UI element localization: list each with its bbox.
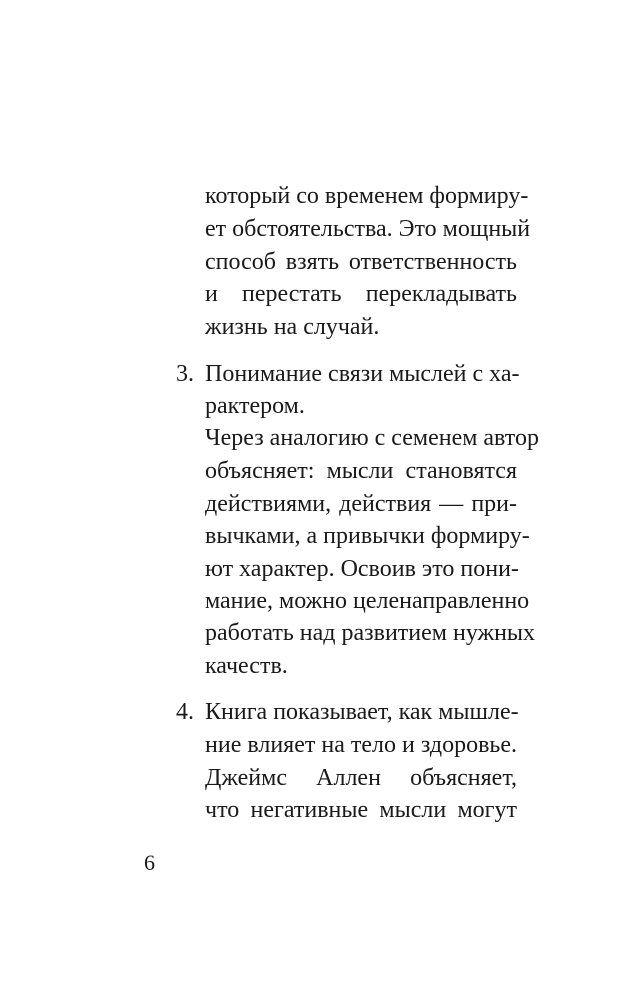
text-line: качеств. <box>205 653 288 679</box>
text-line: жизнь на случай. <box>205 314 380 340</box>
text-line: работать над развитием нужных <box>205 620 536 646</box>
text-line: рактером. <box>205 393 305 419</box>
page-number: 6 <box>144 850 155 875</box>
text-line: объясняет: мысли становятся <box>205 458 517 484</box>
list-item-number: 3. <box>176 361 194 387</box>
text-line: ет обстоятельства. Это мощный <box>205 216 531 242</box>
text-line: Джеймс Аллен объясняет, <box>205 765 517 791</box>
text-line: который со временем формиру- <box>205 183 529 209</box>
text-line: Понимание связи мыслей с ха- <box>205 361 520 387</box>
text-line: ют характер. Освоив это пони- <box>205 556 519 582</box>
text-line: вычками, а привычки формиру- <box>205 523 530 549</box>
text-line: и перестать перекладывать <box>205 281 517 307</box>
text-line: что негативные мысли могут <box>205 797 517 823</box>
text-line: Книга показывает, как мышле- <box>205 699 519 725</box>
text-line: действиями, действия — при- <box>205 491 517 517</box>
text-line: ние влияет на тело и здоровье. <box>205 732 517 758</box>
text-line: способ взять ответственность <box>205 249 517 275</box>
text-line: Через аналогию с семенем автор <box>205 425 539 451</box>
list-item-number: 4. <box>176 699 194 725</box>
text-line: мание, можно целенаправленно <box>205 588 530 614</box>
